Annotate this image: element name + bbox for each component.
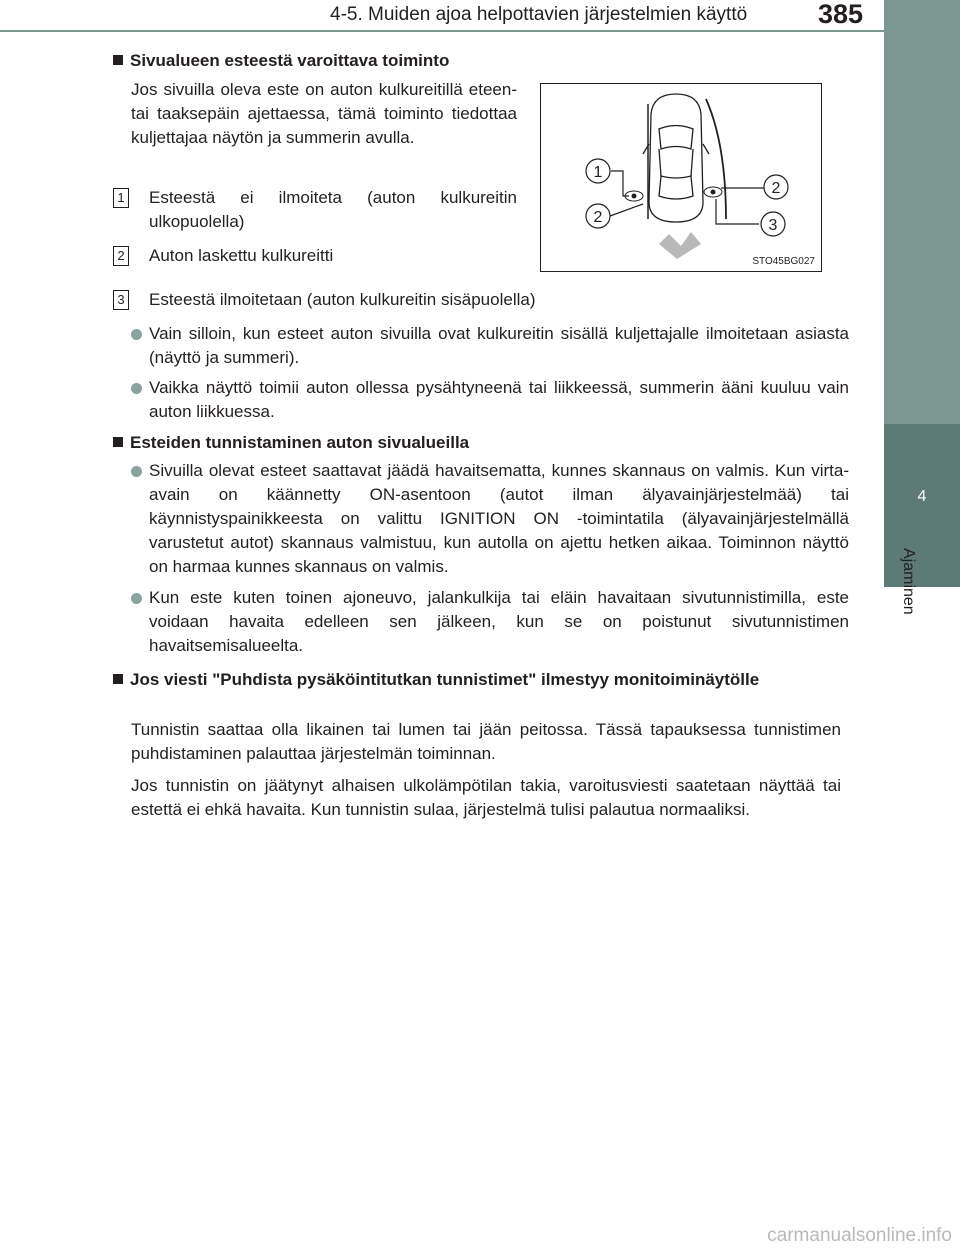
side-tab-label: Ajaminen — [900, 548, 917, 615]
item-number — [113, 187, 129, 208]
item-number — [113, 289, 129, 310]
car-diagram-figure — [540, 83, 822, 272]
figure-code: STO45BG027 — [752, 256, 815, 267]
header-rule — [0, 30, 960, 32]
paragraph: Tunnistin saattaa olla likainen tai lumen tai jään peitossa. Tässä tapauksessa tunnistimen puhdistaminen palauttaa järjestelmän toiminnan. — [131, 720, 841, 763]
callout-number: 3 — [768, 217, 778, 234]
bullet-text: Kun este kuten toinen ajoneuvo, jalankulkija tai eläin havaitaan sivutunnistimilla, este voidaan havaita edelleen sen jälkeen, kun se on poistunut sivutunnistimen havaitsemisalueelta. — [149, 588, 849, 655]
list-item-text: Auton laskettu kulkureitti — [149, 246, 334, 265]
bullet-text: Sivuilla olevat esteet saattavat jäädä havaitsematta, kunnes skannaus on valmis. Kun virta-avain on käännetty ON-asentoon (autot ilman älyavainjärjestelmää) tai käynnistyspainikkeesta on valittu IGNITION ON -toimintatila (älyavainjärjestelmällä varustetut autot) skannaus valmistuu, kun autolla on ajettu hetken aikaa. Toiminnon näyttö on harmaa kunnes skannaus on valmis. — [149, 461, 849, 576]
bullet-dot-icon — [131, 593, 142, 604]
side-tab-lower — [884, 587, 960, 1199]
section-heading — [113, 49, 449, 73]
side-tab-number: 4 — [917, 488, 927, 505]
heading-square-icon — [113, 55, 123, 65]
page-number: 385 — [818, 0, 864, 29]
list-item-text: Esteestä ei ilmoiteta (auton kulkureitin ulkopuolella) — [149, 188, 517, 231]
section-heading — [113, 431, 469, 455]
sensor-icon-right — [704, 187, 722, 197]
bullet-text: Vain silloin, kun esteet auton sivuilla ovat kulkureitin sisällä kuljettajalle ilmoitetaan asiasta (näyttö ja summeri). — [149, 324, 849, 367]
chapter-title: 4-5. Muiden ajoa helpottavien järjestelmien käyttö — [330, 4, 748, 25]
item-number-badge: 2 — [113, 246, 129, 266]
item-number-badge: 1 — [113, 188, 129, 208]
bullet-dot-icon — [131, 383, 142, 394]
car-sensor-diagram — [541, 84, 821, 271]
callout-number: 2 — [771, 180, 781, 197]
heading-square-icon — [113, 437, 123, 447]
paragraph: Jos tunnistin on jäätynyt alhaisen ulkolämpötilan takia, varoitusviesti saatetaan näyttää tai estettä ei ehkä havaita. Kun tunnistin sulaa, järjestelmä tulisi palautua normaaliksi. — [131, 776, 841, 819]
item-number — [113, 245, 129, 266]
bullet-dot-icon — [131, 329, 142, 340]
section-heading-text: Esteiden tunnistaminen auton sivualueilla — [130, 433, 470, 452]
callout-number: 1 — [593, 164, 603, 181]
intro-paragraph: Jos sivuilla oleva este on auton kulkureitillä eteen- tai taaksepäin ajettaessa, tämä toiminto tiedottaa kuljettajaa näytön ja summerin avulla. — [131, 80, 517, 147]
item-number-badge: 3 — [113, 290, 129, 310]
section-heading — [113, 668, 851, 692]
section-heading-text: Sivualueen esteestä varoittava toiminto — [130, 51, 450, 70]
section-heading-text: Jos viesti "Puhdista pysäköintitutkan tunnistimet" ilmestyy monitoiminäytölle — [130, 670, 760, 689]
reverse-arrow-icon — [659, 232, 701, 259]
callout-number: 2 — [593, 209, 603, 226]
list-item-text: Esteestä ilmoitetaan (auton kulkureitin sisäpuolella) — [149, 290, 536, 309]
side-tab-upper — [884, 0, 960, 424]
car-outline — [643, 94, 709, 222]
bullet-dot-icon — [131, 466, 142, 477]
bullet-text: Vaikka näyttö toimii auton ollessa pysähtyneenä tai liikkeessä, summerin ääni kuuluu vain auton liikkuessa. — [149, 378, 849, 421]
heading-square-icon — [113, 674, 123, 684]
watermark: carmanualsonline.info — [767, 1225, 952, 1246]
